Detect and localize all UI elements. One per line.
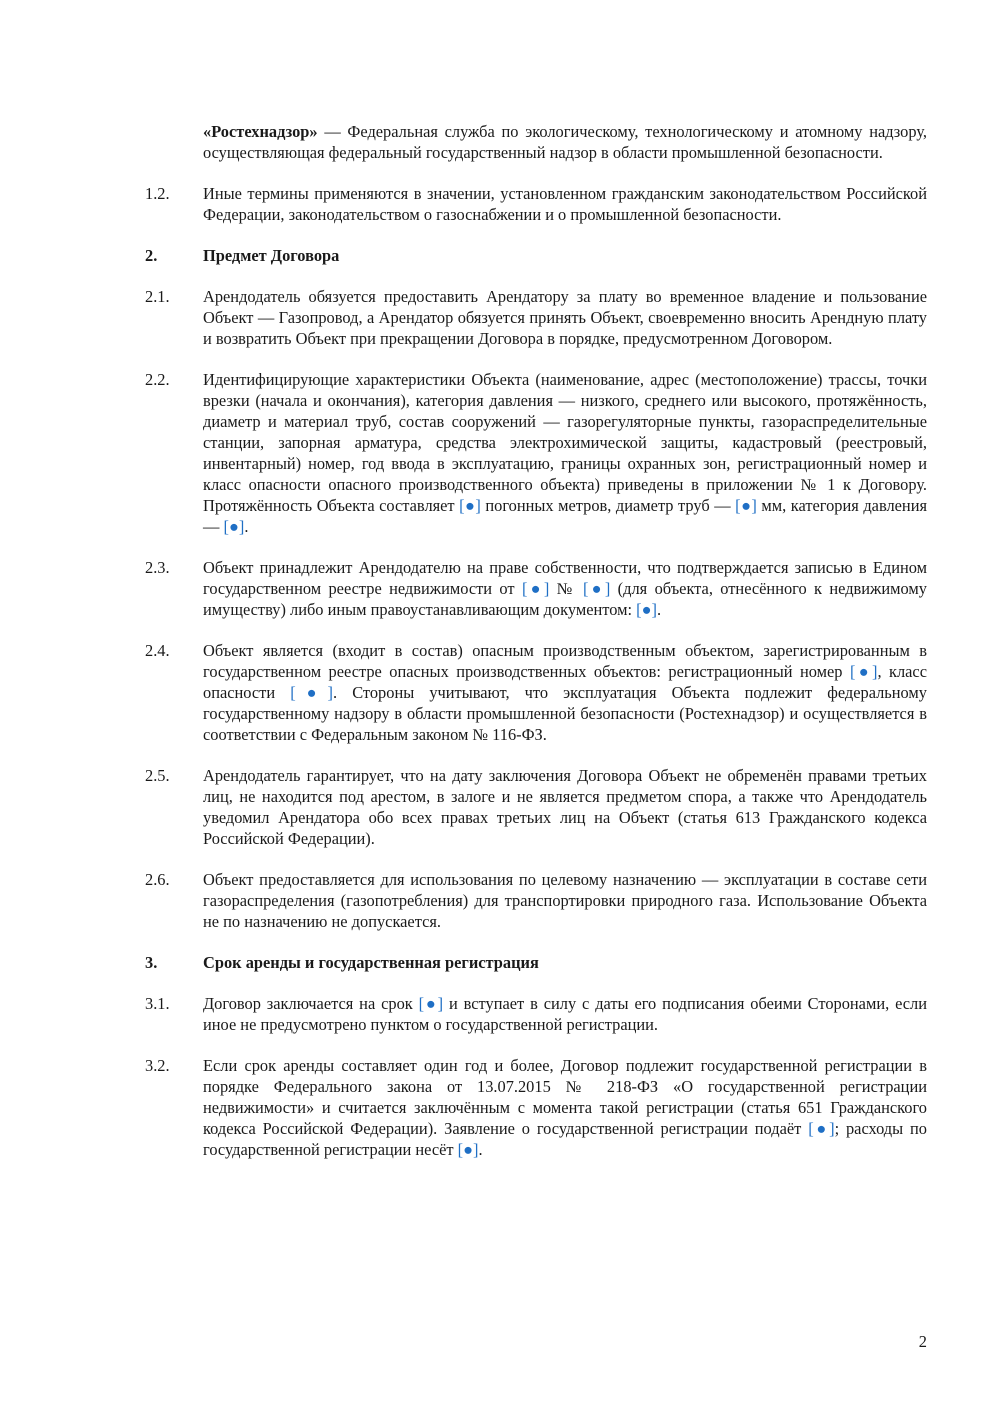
- placeholder-expense-bearer[interactable]: [●]: [457, 1140, 479, 1159]
- definition-text: — Федеральная служба по экологическому, технологическому и атомному надзору, осуществляющая федеральный государственный надзор в области промышленной безопасности.: [203, 122, 927, 162]
- clause-number: 2.2.: [145, 370, 170, 389]
- placeholder-applicant[interactable]: [●]: [808, 1119, 835, 1138]
- section-number: 3.: [145, 953, 158, 972]
- page-number: 2: [918, 1332, 927, 1351]
- clause-text: , класс опасности: [203, 662, 927, 702]
- clause-text: Идентифицирующие характеристики Объекта (наименование, адрес (местоположение) трассы, точки врезки (начала и окончания), категория давления — низкого, среднего или высокого, протяжённость, диаметр и материал труб, состав сооружений — газорегуляторные пункты, газораспределительные станции, запорная арматура, средства электрохимической защиты, кадастровый (реестровый, инвентарный) номер, год ввода в эксплуатацию, границы охранных зон, регистрационный номер и класс опасности опасного производственного объекта) приведены в приложении № 1 к Договору. Протяжённость Объекта составляет: [203, 370, 927, 515]
- clause-text: .: [656, 600, 662, 619]
- clause-number: 2.6.: [145, 870, 170, 889]
- page-content: [145, 121, 927, 1160]
- clause-text: Объект является (входит в состав) опасным производственным объектом, зарегистрированным в государственном реестре опасных производственных объектов: регистрационный номер: [203, 641, 927, 681]
- clause-number: 3.1.: [145, 994, 170, 1013]
- section-2-heading: [145, 245, 927, 266]
- clause-text: Арендодатель гарантирует, что на дату заключения Договора Объект не обременён правами третьих лиц, не находится под арестом, в залоге и не является предметом спора, а также что Арендодатель уведомил Арендатора обо всех правах третьих лиц на Объект (статья 613 Гражданского кодекса Российской Федерации).: [203, 766, 927, 848]
- clause-text: Арендодатель обязуется предоставить Арендатору за плату во временное владение и пользование Объект — Газопровод, а Арендатор обязуется принять Объект, своевременно вносить Арендную плату и возвратить Объект при прекращении Договора в порядке, предусмотренном Договором.: [203, 287, 927, 348]
- clause-text: и вступает в силу с даты его подписания обеими Сторонами, если иное не предусмотрено пунктом о государственной регистрации.: [203, 994, 928, 1034]
- clause-text: (для объекта, отнесённого к недвижимому имуществу) либо иным правоустанавливающим документом:: [203, 579, 927, 619]
- clause-3-1: [145, 993, 927, 1035]
- clause-2-5: [145, 765, 927, 849]
- definition-rostekhnadzor: [145, 121, 927, 163]
- clause-text: погонных метров, диаметр труб —: [480, 496, 736, 515]
- clause-number: 3.2.: [145, 1056, 170, 1075]
- clause-2-4: [145, 640, 927, 745]
- clause-text: . Стороны учитывают, что эксплуатация Объекта подлежит федеральному государственному надзору в области промышленной безопасности (Ростехнадзор) и осуществляется в соответствии с Федеральным законом № 116-ФЗ.: [203, 683, 927, 744]
- clause-text: Договор заключается на срок: [203, 994, 419, 1013]
- clause-text: .: [478, 1140, 483, 1159]
- clause-number: 2.1.: [145, 287, 170, 306]
- placeholder-pressure-category[interactable]: [●]: [223, 517, 245, 536]
- clause-text: Иные термины применяются в значении, установленном гражданским законодательством Российской Федерации, законодательством о газоснабжении и о промышленной безопасности.: [203, 184, 927, 224]
- section-number: 2.: [145, 246, 158, 265]
- clause-number: 2.3.: [145, 558, 170, 577]
- placeholder-registry-number[interactable]: [●]: [582, 579, 611, 598]
- placeholder-lease-term[interactable]: [●]: [418, 994, 444, 1013]
- clause-number: 1.2.: [145, 184, 170, 203]
- clause-text: мм, категория давления —: [203, 496, 928, 536]
- clause-text: .: [244, 517, 249, 536]
- clause-number: 2.4.: [145, 641, 170, 660]
- section-3-heading: [145, 952, 927, 973]
- clause-text: №: [549, 579, 583, 598]
- clause-text: Если срок аренды составляет один год и более, Договор подлежит государственной регистрации в порядке Федерального закона от 13.07.2015 № 218-ФЗ «О государственной регистрации недвижимости» и считается заключённым с момента такой регистрации (статья 651 Гражданского кодекса Российской Федерации). Заявление о государственной регистрации подаёт: [203, 1056, 927, 1138]
- defined-term: «Ростехнадзор»: [203, 122, 318, 141]
- section-title: Срок аренды и государственная регистрация: [203, 953, 539, 972]
- clause-text: Объект предоставляется для использования по целевому назначению — эксплуатации в составе сети газораспределения (газопотребления) для транспортировки природного газа. Использование Объекта не по назначению не допускается.: [203, 870, 927, 931]
- placeholder-diameter[interactable]: [●]: [735, 496, 757, 515]
- clause-2-6: [145, 869, 927, 932]
- clause-text: Объект принадлежит Арендодателю на праве собственности, что подтверждается записью в Едином государственном реестре недвижимости от: [203, 558, 927, 598]
- clause-2-3: [145, 557, 927, 620]
- clause-2-1: [145, 286, 927, 349]
- placeholder-title-document[interactable]: [●]: [636, 600, 657, 619]
- clause-1-2: [145, 183, 927, 225]
- section-title: Предмет Договора: [203, 246, 340, 265]
- placeholder-hazard-class[interactable]: [●]: [290, 683, 334, 702]
- clause-2-2: [145, 369, 927, 537]
- clause-3-2: [145, 1055, 927, 1160]
- placeholder-length[interactable]: [●]: [459, 496, 481, 515]
- placeholder-registry-date[interactable]: [●]: [521, 579, 550, 598]
- clause-text: ; расходы по государственной регистрации несёт: [203, 1119, 927, 1159]
- placeholder-registration-number[interactable]: [●]: [849, 662, 878, 681]
- clause-number: 2.5.: [145, 766, 170, 785]
